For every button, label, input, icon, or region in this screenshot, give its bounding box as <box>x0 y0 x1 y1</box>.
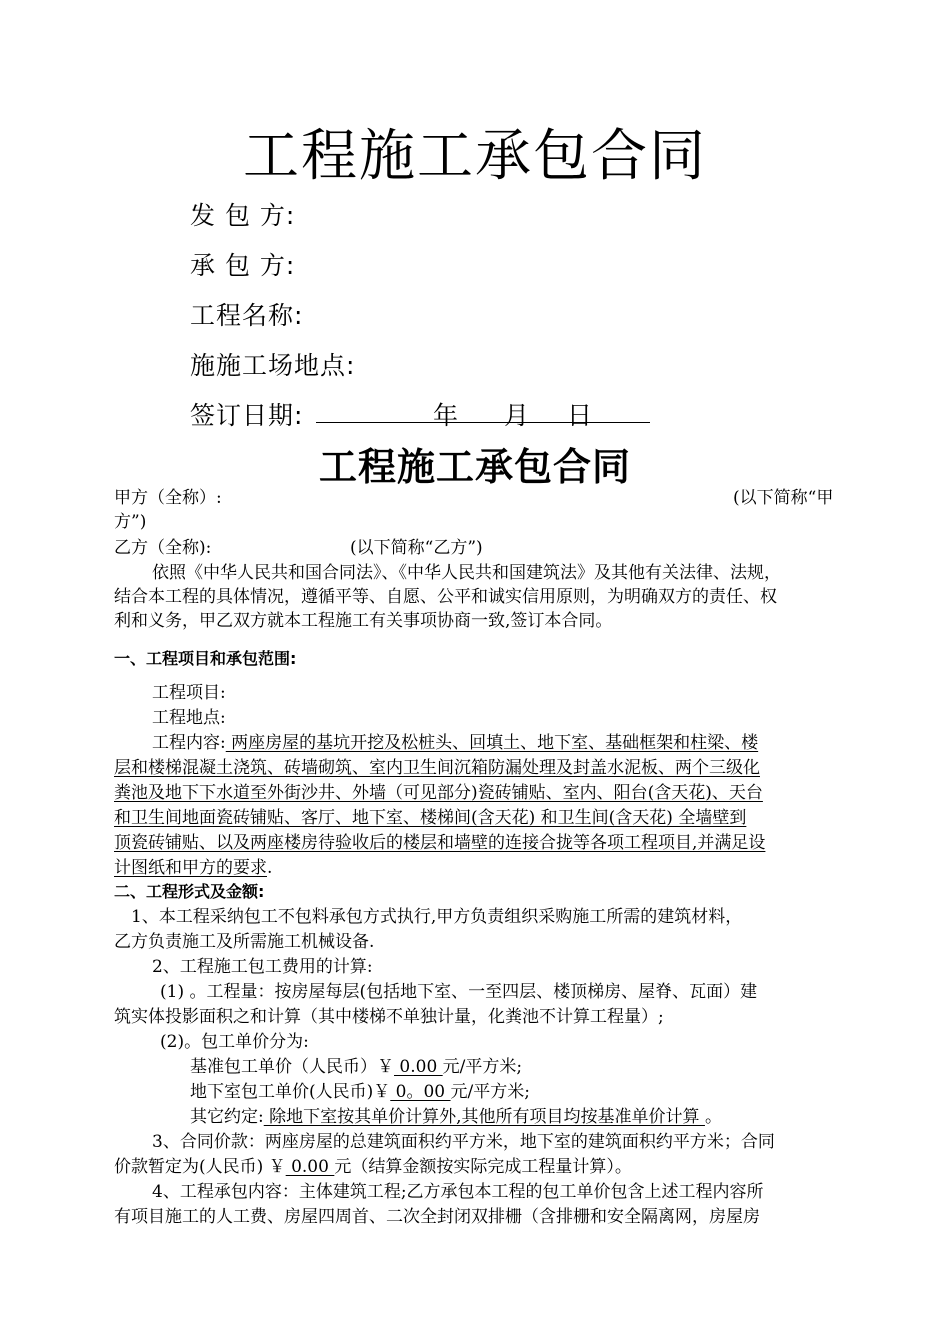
employer-field: 发 包 方: <box>190 201 296 230</box>
party-a-short-1: (以下简称“甲 <box>733 488 834 508</box>
base-price-line <box>190 1055 522 1079</box>
sign-date-label: 签订日期: <box>190 401 304 430</box>
party-b-short: (以下简称“乙方”) <box>350 538 483 558</box>
other-terms-line <box>190 1105 722 1129</box>
basement-price-value: 0。00 <box>390 1082 451 1102</box>
p3-line-1: 3、合同价款：两座房屋的总建筑面积约平方米，地下室的建筑面积约平方米；合同 <box>152 1132 775 1152</box>
cover-title: 工程施工承包合同 <box>243 124 707 189</box>
content-line-6 <box>114 856 272 880</box>
p4-line-1: 4、工程承包内容：主体建筑工程;乙方承包本工程的包工单价包含上述工程内容所 <box>152 1182 764 1202</box>
p4-line-2: 有项目施工的人工费、房屋四周首、二次全封闭双排栅（含排栅和安全隔离网，房屋房 <box>114 1207 760 1227</box>
base-price-value: 0.00 <box>394 1057 443 1077</box>
contract-price-note: 元（结算金额按实际完成工程量计算）。 <box>334 1157 632 1177</box>
project-item-label: 工程项目: <box>152 683 226 703</box>
section2-heading: 二、工程形式及金额: <box>114 882 265 901</box>
p2-1-line-2: 筑实体投影面积之和计算（其中楼梯不单独计量，化粪池不计算工程量）; <box>114 1007 664 1027</box>
p3-line-2 <box>114 1155 632 1179</box>
basement-price-unit: 元/平方米; <box>450 1082 530 1102</box>
p2-line: 2、工程施工包工费用的计算: <box>152 957 373 977</box>
party-a-label: 甲方（全称）: <box>114 488 222 508</box>
content-end: . <box>267 858 273 878</box>
content-line-5: 顶瓷砖铺贴、以及两座楼房待验收后的楼层和墙壁的连接合拢等各项工程项目,并满足设 <box>114 833 766 853</box>
p2-2-line: (2)。包工单价分为: <box>160 1032 309 1052</box>
sign-date-month: 月 <box>504 401 530 430</box>
content-line-2: 层和楼梯混凝土浇筑、砖墙砌筑、室内卫生间沉箱防漏处理及封盖水泥板、两个三级化 <box>114 758 760 778</box>
intro-line-1: 依照《中华人民共和国合同法》、《中华人民共和国建筑法》及其他有关法律、法规， <box>152 563 781 583</box>
intro-line-3: 利和义务，甲乙双方就本工程施工有关事项协商一致,签订本合同。 <box>114 611 613 631</box>
project-name-field: 工程名称: <box>190 301 304 330</box>
p1-line-1: 1、本工程采纳包工不包料承包方式执行,甲方负责组织采购施工所需的建筑材料， <box>131 907 743 927</box>
sign-date-value <box>433 396 592 432</box>
party-b-label: 乙方（全称): <box>114 538 212 558</box>
base-price-unit: 元/平方米; <box>442 1057 523 1077</box>
contract-price-value: 0.00 <box>285 1157 335 1177</box>
contract-price-label: 价款暂定为(人民币) ￥ <box>114 1157 286 1177</box>
base-price-label: 基准包工单价（人民币）￥ <box>190 1057 394 1077</box>
content-line-4: 和卫生间地面瓷砖铺贴、客厅、地下室、楼梯间(含天花) 和卫生间(含天花) 全墙壁到 <box>114 808 747 828</box>
intro-line-2: 结合本工程的具体情况，遵循平等、自愿、公平和诚实信用原则，为明确双方的责任、权 <box>114 587 777 607</box>
project-site-label: 工程地点: <box>152 708 226 728</box>
basement-price-line <box>190 1080 530 1104</box>
contractor-field: 承 包 方: <box>190 251 296 280</box>
content-text-1: 两座房屋的基坑开挖及松桩头、回填土、地下室、基础框架和柱梁、楼 <box>225 733 759 753</box>
content-label: 工程内容: <box>152 733 226 753</box>
content-line-3: 粪池及地下下水道至外街沙井、外墙（可见部分)瓷砖铺贴、室内、阳台(含天花)、天台 <box>114 783 763 803</box>
sign-date-year: 年 <box>433 401 459 430</box>
other-terms-end: 。 <box>704 1107 722 1127</box>
basement-price-label: 地下室包工单价(人民币)￥ <box>190 1082 391 1102</box>
p2-1-line-1: (1) 。工程量：按房屋每层(包括地下室、一至四层、楼顶梯房、屋脊、瓦面）建 <box>160 982 758 1002</box>
sign-date-day: 日 <box>567 401 593 430</box>
content-text-6: 计图纸和甲方的要求 <box>114 858 267 878</box>
p1-line-2: 乙方负责施工及所需施工机械设备. <box>114 932 375 952</box>
contract-title: 工程施工承包合同 <box>318 445 631 489</box>
party-a-short-2: 方”) <box>114 512 147 532</box>
content-line-1 <box>152 731 758 755</box>
section1-heading: 一、工程项目和承包范围: <box>114 649 297 668</box>
other-terms-label: 其它约定: <box>190 1107 264 1127</box>
site-field: 施施工场地点: <box>190 351 356 380</box>
other-terms-value: 除地下室按其单价计算外,其他所有项目均按基准单价计算 <box>263 1107 705 1127</box>
